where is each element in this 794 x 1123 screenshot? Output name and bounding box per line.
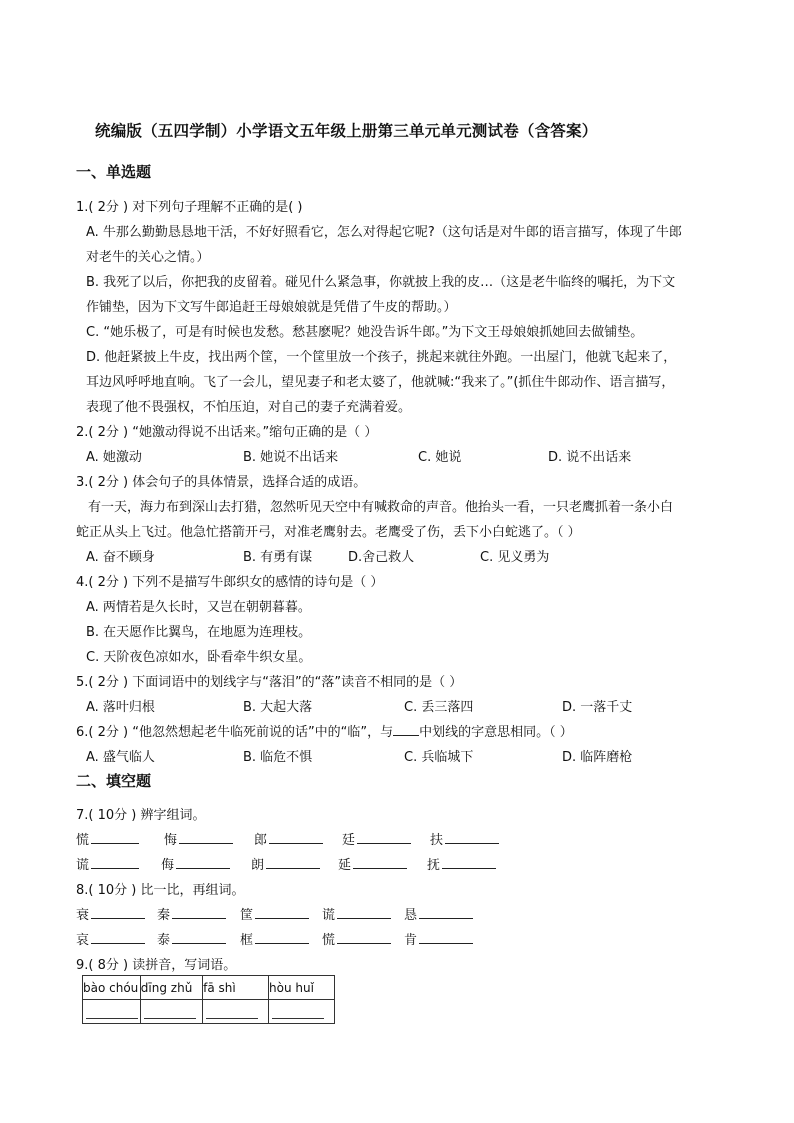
question-6-blank[interactable] bbox=[393, 723, 419, 736]
q8-char: 哀 bbox=[76, 933, 90, 948]
q7-char: 延 bbox=[338, 858, 352, 873]
question-6-option-a[interactable]: A. 盛气临人 bbox=[86, 750, 155, 765]
page-title: 统编版（五四学制）小学语文五年级上册第三单元单元测试卷（含答案） bbox=[95, 122, 598, 140]
pinyin-text: bào chóu bbox=[83, 980, 139, 995]
q8-char: 肯 bbox=[404, 933, 418, 948]
question-3-option-a[interactable]: A. 奋不顾身 bbox=[86, 550, 155, 565]
q8-row2-item[interactable] bbox=[157, 929, 226, 948]
q7-blank[interactable] bbox=[445, 831, 499, 844]
q8-blank[interactable] bbox=[172, 931, 226, 944]
pinyin-text: fā shì bbox=[203, 980, 236, 995]
q8-blank[interactable] bbox=[172, 906, 226, 919]
pinyin-cell bbox=[83, 976, 141, 1000]
question-1-option-d-line3: 表现了他不畏强权，不怕压迫，对自己的妻子充满着爱。 bbox=[86, 400, 412, 415]
q8-row1-item[interactable] bbox=[76, 904, 145, 923]
q7-char: 慌 bbox=[76, 833, 90, 848]
question-3-option-c[interactable]: C. 见义勇为 bbox=[480, 550, 550, 565]
q7-blank[interactable] bbox=[357, 831, 411, 844]
question-6-stem-part-a: 6.( 2分 ) “他忽然想起老牛临死前说的话”中的“临”，与 bbox=[76, 725, 394, 740]
question-5-option-b[interactable]: B. 大起大落 bbox=[243, 700, 313, 715]
q7-blank[interactable] bbox=[442, 856, 496, 869]
question-1-option-a-line1[interactable]: A. 牛那么勤勤恳恳地干活，不好好照看它，怎么对得起它呢?（这句话是对牛郎的语言描写，体现了牛郎 bbox=[86, 225, 682, 240]
question-2-option-a[interactable]: A. 她激动 bbox=[86, 450, 142, 465]
question-3-option-d[interactable]: D.舍己救人 bbox=[348, 550, 415, 565]
question-5-stem: 5.( 2分 ) 下面词语中的划线字与“落泪”的“落”读音不相同的是（ ） bbox=[76, 675, 463, 690]
answer-line[interactable] bbox=[144, 1004, 196, 1019]
q7-char: 朗 bbox=[251, 858, 265, 873]
q7-blank[interactable] bbox=[91, 856, 139, 869]
q7-char: 谎 bbox=[76, 858, 90, 873]
q8-row2-item[interactable] bbox=[240, 929, 309, 948]
question-6-stem-part-b: 中划线的字意思相同。（ ） bbox=[419, 725, 573, 740]
q8-row2-item[interactable] bbox=[76, 929, 145, 948]
q8-row1-item[interactable] bbox=[157, 904, 226, 923]
question-8-stem: 8.( 10分 ) 比一比，再组词。 bbox=[76, 883, 245, 898]
question-1-option-b-line1[interactable]: B. 我死了以后，你把我的皮留着。碰见什么紧急事，你就披上我的皮…（这是老牛临终的嘱托，为下文 bbox=[86, 275, 676, 290]
question-4-option-c[interactable]: C. 天阶夜色凉如水，卧看牵牛织女星。 bbox=[86, 650, 312, 665]
section-heading-fill-in: 二、填空题 bbox=[76, 772, 152, 790]
q8-char: 慌 bbox=[322, 933, 336, 948]
q8-blank[interactable] bbox=[337, 931, 391, 944]
q7-row2-item[interactable] bbox=[427, 854, 496, 873]
q7-char: 扶 bbox=[430, 833, 444, 848]
q8-blank[interactable] bbox=[337, 906, 391, 919]
question-5-option-d[interactable]: D. 一落千丈 bbox=[562, 700, 633, 715]
q7-row2-item[interactable] bbox=[251, 854, 320, 873]
answer-cell[interactable] bbox=[203, 1000, 269, 1024]
answer-cell[interactable] bbox=[140, 1000, 202, 1024]
q8-row1-item[interactable] bbox=[322, 904, 391, 923]
answer-line[interactable] bbox=[86, 1004, 138, 1019]
question-6-option-b[interactable]: B. 临危不惧 bbox=[243, 750, 313, 765]
q7-char: 悔 bbox=[164, 833, 178, 848]
question-2-stem: 2.( 2分 ) “她激动得说不出话来。”缩句正确的是（ ） bbox=[76, 425, 378, 440]
question-3-stem: 3.( 2分 ) 体会句子的具体情景，选择合适的成语。 bbox=[76, 475, 367, 490]
q8-row2-item[interactable] bbox=[404, 929, 473, 948]
q7-char: 抚 bbox=[427, 858, 441, 873]
answer-line[interactable] bbox=[272, 1004, 324, 1019]
question-3-passage-line2: 蛇正从头上飞过。他急忙搭箭开弓，对准老鹰射去。老鹰受了伤，丢下小白蛇逃了。（ ） bbox=[76, 525, 581, 540]
section-heading-single-choice: 一、单选题 bbox=[76, 163, 152, 181]
q8-char: 谎 bbox=[322, 908, 336, 923]
q8-char: 秦 bbox=[157, 908, 171, 923]
question-2-option-b[interactable]: B. 她说不出话来 bbox=[243, 450, 339, 465]
question-6-option-c[interactable]: C. 兵临城下 bbox=[404, 750, 474, 765]
q8-char: 衰 bbox=[76, 908, 90, 923]
pinyin-cell bbox=[140, 976, 202, 1000]
question-1-option-b-line2: 作铺垫，因为下文写牛郎追赶王母娘娘就是凭借了牛皮的帮助。） bbox=[86, 300, 457, 315]
q8-blank[interactable] bbox=[91, 906, 145, 919]
q8-char: 框 bbox=[240, 933, 254, 948]
question-6-option-d[interactable]: D. 临阵磨枪 bbox=[562, 750, 633, 765]
pinyin-text: dīng zhǔ bbox=[140, 980, 193, 995]
q7-char: 郎 bbox=[254, 833, 268, 848]
q8-row2-item[interactable] bbox=[322, 929, 391, 948]
q7-row2-item[interactable] bbox=[76, 854, 139, 873]
q7-blank[interactable] bbox=[266, 856, 320, 869]
question-6-stem bbox=[76, 721, 573, 740]
pinyin-cell bbox=[269, 976, 335, 1000]
question-1-option-d-line2: 耳边风呼呼地直响。飞了一会儿，望见妻子和老太婆了，他就喊:“我来了。”(抓住牛郎动作、语言描写， bbox=[86, 375, 675, 390]
question-4-option-b[interactable]: B. 在天愿作比翼鸟，在地愿为连理枝。 bbox=[86, 625, 312, 640]
q7-row1-item[interactable] bbox=[254, 829, 323, 848]
q7-char: 廷 bbox=[342, 833, 356, 848]
q7-row1-item[interactable] bbox=[430, 829, 499, 848]
question-5-option-a[interactable]: A. 落叶归根 bbox=[86, 700, 155, 715]
pinyin-cell bbox=[203, 976, 269, 1000]
answer-cell[interactable] bbox=[83, 1000, 141, 1024]
question-3-passage-line1: 有一天，海力布到深山去打猎，忽然听见天空中有喊救命的声音。他抬头一看，一只老鹰抓着一条小白 bbox=[88, 500, 674, 515]
pinyin-table bbox=[82, 975, 335, 1024]
q7-blank[interactable] bbox=[91, 831, 139, 844]
q7-row2-item[interactable] bbox=[161, 854, 230, 873]
question-4-option-a[interactable]: A. 两情若是久长时，又岂在朝朝暮暮。 bbox=[86, 600, 311, 615]
q7-blank[interactable] bbox=[269, 831, 323, 844]
answer-cell[interactable] bbox=[269, 1000, 335, 1024]
question-9-stem: 9.( 8分 ) 读拼音，写词语。 bbox=[76, 958, 237, 973]
question-2-option-c[interactable]: C. 她说 bbox=[418, 450, 462, 465]
question-7-stem: 7.( 10分 ) 辨字组词。 bbox=[76, 808, 206, 823]
q7-blank[interactable] bbox=[176, 856, 230, 869]
question-1-option-a-line2: 对老牛的关心之情。） bbox=[86, 250, 210, 265]
q8-char: 恳 bbox=[404, 908, 418, 923]
q7-row1-item[interactable] bbox=[164, 829, 233, 848]
q7-char: 侮 bbox=[161, 858, 175, 873]
q7-row1-item[interactable] bbox=[342, 829, 411, 848]
question-1-option-d-line1[interactable]: D. 他赶紧披上牛皮，找出两个筐，一个筐里放一个孩子，挑起来就往外跑。一出屋门，他就飞起来了， bbox=[86, 350, 677, 365]
answer-line[interactable] bbox=[206, 1004, 258, 1019]
question-1-stem: 1.( 2分 ) 对下列句子理解不正确的是( ) bbox=[76, 200, 303, 215]
q8-char: 筐 bbox=[240, 908, 254, 923]
q8-char: 泰 bbox=[157, 933, 171, 948]
q8-row1-item[interactable] bbox=[240, 904, 309, 923]
question-4-stem: 4.( 2分 ) 下列不是描写牛郎织女的感情的诗句是（ ） bbox=[76, 575, 384, 590]
q7-blank[interactable] bbox=[179, 831, 233, 844]
question-5-option-c[interactable]: C. 丢三落四 bbox=[404, 700, 474, 715]
question-3-option-b[interactable]: B. 有勇有谋 bbox=[243, 550, 313, 565]
q8-blank[interactable] bbox=[419, 931, 473, 944]
q8-blank[interactable] bbox=[255, 906, 309, 919]
question-1-option-c[interactable]: C. “她乐极了，可是有时候也发愁。愁甚麽呢？她没告诉牛郎。”为下文王母娘娘抓她回去做铺垫。 bbox=[86, 325, 644, 340]
q8-blank[interactable] bbox=[419, 906, 473, 919]
q8-row1-item[interactable] bbox=[404, 904, 473, 923]
q7-row2-item[interactable] bbox=[338, 854, 407, 873]
q7-blank[interactable] bbox=[353, 856, 407, 869]
question-2-option-d[interactable]: D. 说不出话来 bbox=[548, 450, 632, 465]
q7-row1-item[interactable] bbox=[76, 829, 139, 848]
q8-blank[interactable] bbox=[255, 931, 309, 944]
q8-blank[interactable] bbox=[91, 931, 145, 944]
pinyin-text: hòu huǐ bbox=[269, 980, 314, 995]
